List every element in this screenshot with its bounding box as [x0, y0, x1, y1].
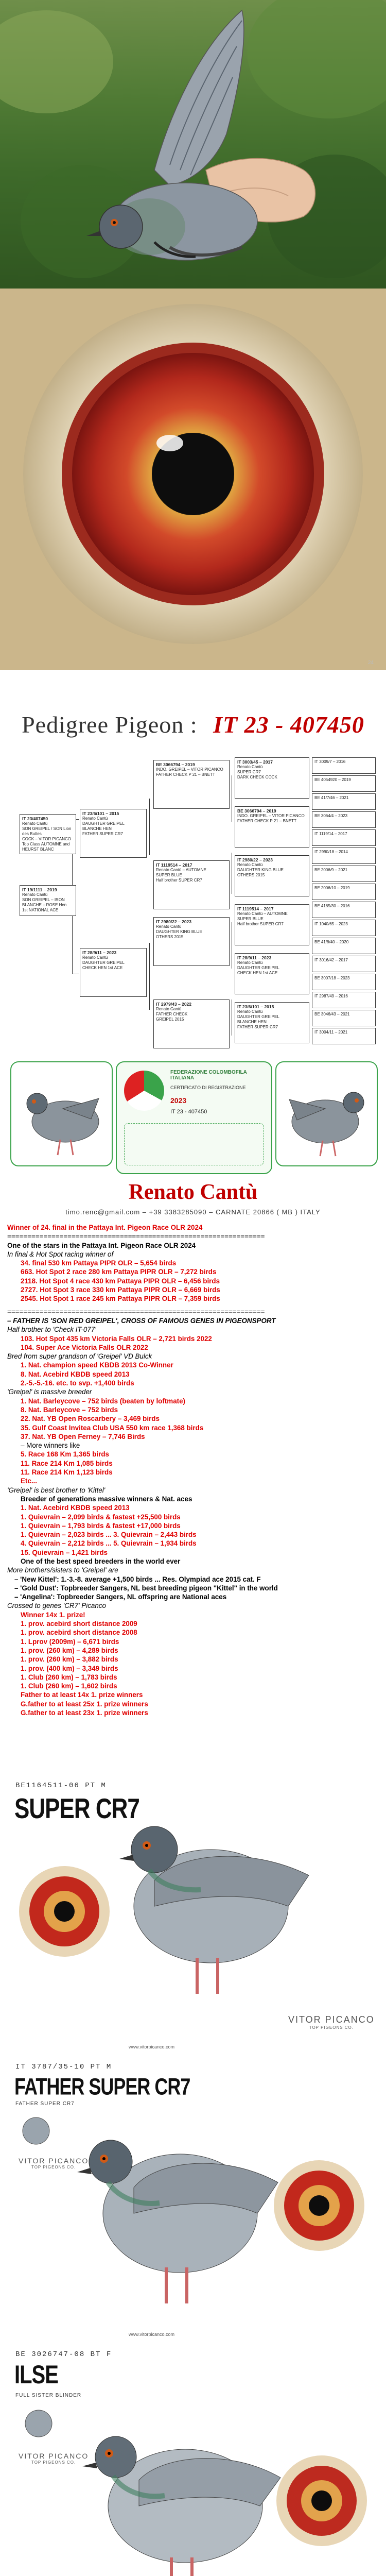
pedigree-box-body: Renato Cantù DAUGHTER GREIPEL BLANCHE HEN FATHER SUPER CR7	[237, 1009, 279, 1029]
result-line: 1. Quievrain – 2,023 birds ... 3. Quievrain – 2,443 birds	[21, 1531, 197, 1539]
federation-logo	[124, 1071, 164, 1111]
eye-illustration	[0, 289, 386, 670]
more-results	[7, 1450, 379, 1485]
bird-name: SUPER CR7	[14, 1793, 139, 1825]
ring-number: BE1164511-06 PT M	[15, 1782, 107, 1790]
more-brothers-line: More brothers/sisters to 'Greipel' are	[7, 1566, 118, 1574]
pedigree-box-head: BE 3066794 – 2019	[156, 762, 195, 767]
pedigree-ancestor-box: BE 41/7/46 – 2021	[312, 793, 376, 810]
breeder-results	[7, 1503, 379, 1557]
pedigree-ancestor-box: BE 3007/18 – 2023	[312, 974, 376, 990]
pedigree-ancestor-box: IT 2990/18 – 2014	[312, 848, 376, 864]
pedigree-box-ggs5	[235, 953, 309, 994]
pedigree-ancestor-box: IT 2987/49 – 2016	[312, 992, 376, 1008]
pedigree-box-body: Renato Cantù – AUTOMNE SUPER BLUE Half brother SUPER CR7	[156, 868, 206, 883]
pedigree-box-ggs4	[235, 904, 309, 945]
pedigree-title-separator: :	[190, 711, 198, 738]
result-line: 1. prov. acebird short distance 2009	[21, 1620, 137, 1628]
brand-logo	[19, 2157, 89, 2170]
pedigree-box-body: INDO. GREIPEL – VITOR PICANCO FATHER CHECK P 21 – BNETT	[156, 767, 223, 777]
pedigree-box-head: IT 1119514 – 2017	[156, 862, 192, 868]
result-line: 22. Nat. YB Open Roscarbery – 3,469 birds	[21, 1415, 160, 1423]
pedigree-box-ace	[20, 885, 76, 916]
federation-cert: CERTIFICATO DI REGISTRAZIONE	[170, 1085, 246, 1090]
pedigree-box-ggs2	[235, 806, 309, 848]
brand-sub: TOP PIGEONS CO.	[309, 2025, 354, 2030]
pedigree-ancestor-box: BE 4054920 – 2019	[312, 775, 376, 792]
result-line: 103. Hot Spot 435 km Victoria Falls OLR – 2,721 birds 2022	[21, 1334, 212, 1343]
pedigree-box-ggs3	[235, 855, 309, 896]
pedigree-ancestor-box: BE 3064/4 – 2023	[312, 811, 376, 828]
half-brother-line: Half brother to 'Check IT-077'	[7, 1326, 96, 1334]
pedigree-box-head: IT 19/1111 – 2019	[22, 887, 57, 892]
panel-ilse	[0, 2346, 386, 2576]
gfather1-line: G.father to at least 25x 1. prize winners	[21, 1700, 148, 1708]
result-line: 1. Club (260 km) – 1,783 birds	[21, 1673, 117, 1681]
gold-dust-line: – 'Gold Dust': Topbreeder Sangers, NL best breeding pigeon "Kittel" in the world	[14, 1584, 278, 1592]
father-line: – FATHER IS 'SON RED GREIPEL', CROSS OF FAMOUS GENES IN PIGEONSPORT	[7, 1316, 276, 1325]
pedigree-chart	[0, 670, 386, 1221]
final-hotspot-line: In final & Hot Spot racing winner of	[7, 1250, 114, 1258]
result-line: 104. Super Ace Victoria Falls OLR 2022	[21, 1343, 148, 1351]
bred-from-line: Bred from super grandson of 'Greipel' VD Bulck	[7, 1352, 152, 1361]
federation-ring: IT 23 - 407450	[170, 1109, 207, 1115]
pedigree-ancestor-box: BE 3046/43 – 2021	[312, 1010, 376, 1026]
pigeon-icon	[276, 1062, 377, 1165]
pedigree-box-head: IT 3003/45 – 2017	[237, 759, 273, 765]
pedigree-box-body: Renato Cantù DAUGHTER GREIPEL CHECK HEN 1st ACE	[82, 955, 125, 970]
result-line: 2545. Hot Spot 1 race 245 km Pattaya PIPR OLR – 7,359 birds	[21, 1295, 220, 1303]
federation-certificate	[116, 1061, 272, 1174]
result-line: 1. Lprov (2009m) – 6,671 birds	[21, 1637, 119, 1646]
greipel-results	[7, 1397, 379, 1441]
pedigree-ancestor-box: IT 3004/11 – 2021	[312, 1028, 376, 1044]
angelina-line: – 'Angelina': Topbreeder Sangers, NL offspring are National aces	[14, 1593, 227, 1601]
result-line: 2.-5.-5.-16. etc. to svp. +1,400 birds	[21, 1379, 134, 1387]
new-kittel-line: – 'New Kittel': 1.-3.-8. average +1,500 birds ... Res. Olympiad ace 2015 cat. F	[14, 1575, 261, 1583]
bird-name: FATHER SUPER CR7	[14, 2073, 190, 2100]
result-line: 1. prov. acebird short distance 2008	[21, 1629, 137, 1637]
pedigree-box-body: INDO. GREIPEL – VITOR PICANCO FATHER CHECK P 21 – BNETT	[237, 814, 305, 823]
pedigree-box-main	[20, 814, 76, 854]
pedigree-box-head: IT 2980/22 – 2023	[237, 857, 273, 862]
brand-name: VITOR PICANCO	[288, 2014, 375, 2025]
federation-year: 2023	[170, 1096, 187, 1105]
result-line: 11. Race 214 Km 1,123 birds	[21, 1468, 113, 1477]
owner-contact: timo.renc@gmail.com – +39 3383285090 – CARNATE 20866 ( MB ) ITALY	[65, 1208, 321, 1216]
winner-line: Winner of 24. final in the Pattaya Int. Pigeon Race OLR 2024	[7, 1224, 203, 1231]
panel-father-super-cr7	[0, 2059, 386, 2346]
pedigree-box-body: Renato Cantù DAUGHTER KING BLUE OTHERS 2015	[156, 924, 202, 939]
result-line: 1. Nat. Acebird KBDB speed 2013	[21, 1504, 130, 1512]
pedigree-ancestor-box: BE 41/8/40 – 2020	[312, 938, 376, 954]
pedigree-box-head: IT 2980/22 – 2023	[156, 919, 192, 924]
pedigree-ancestor-box: BE 2006/10 – 2019	[312, 884, 376, 900]
bird-subtitle: FULL SISTER BLINDER	[15, 2393, 82, 2398]
bird-name: ILSE	[14, 2361, 58, 2389]
pedigree-box-body: Renato Cantù SON GREIPEL / SON Lion des Buttes COCK – VITOR PICANCO Top Class AUTOMNE and HEURST BLANC	[22, 821, 72, 852]
result-line: 1. Nat. champion speed KBDB 2013 Co-Winner	[21, 1361, 173, 1369]
pedigree-box-body: Renato Cantù DAUGHTER KING BLUE OTHERS 2015	[237, 862, 284, 877]
result-line: 37. Nat. YB Open Ferney – 7,746 Birds	[21, 1432, 145, 1440]
pedigree-ancestor-box: IT 1040/65 – 2023	[312, 920, 376, 936]
result-line: 5. Race 168 Km 1,365 birds	[21, 1450, 109, 1459]
bird-card-left	[10, 1061, 113, 1166]
result-line: 1. Nat. Barleycove – 752 birds (beaten by loftmate)	[21, 1397, 186, 1405]
pedigree-ring: IT 23 - 407450	[213, 711, 364, 738]
pedigree-box-head: IT 28/9/11 – 2023	[237, 955, 272, 960]
result-line: 34. final 530 km Pattaya PIPR OLR – 5,654 birds	[21, 1259, 177, 1267]
pedigree-ancestor-box: IT 1119/14 – 2017	[312, 829, 376, 846]
pedigree-box-body: Renato Cantù DAUGHTER GREIPEL CHECK HEN 1st ACE	[237, 960, 279, 975]
pedigree-box-head: IT 23/6/101 – 2015	[237, 1004, 274, 1009]
pedigree-box-ggs1	[235, 757, 309, 799]
divider: ================================================================	[7, 1232, 265, 1241]
result-line: Etc...	[21, 1477, 37, 1485]
pedigree-box-dam	[80, 948, 147, 997]
brand-name: VITOR PICANCO	[19, 2452, 89, 2460]
result-line: 4. Quievrain – 2,212 birds ... 5. Quievrain – 1,934 birds	[21, 1539, 197, 1548]
pedigree-box-body: Renato Cantù FATHER CHECK GREIPEL 2015	[156, 1007, 188, 1022]
federation-name: FEDERAZIONE COLOMBOFILA ITALIANA	[170, 1070, 247, 1081]
pedigree-box-head: IT 23/407450	[22, 816, 48, 821]
cr7-results	[7, 1619, 379, 1690]
result-line: 1. Club (260 km) – 1,602 birds	[21, 1682, 117, 1690]
pedigree-ancestor-box: IT 3016/42 – 2017	[312, 956, 376, 972]
father14-line: Father to at least 14x 1. prize winners	[21, 1691, 143, 1699]
pedigree-box-head: IT 28/9/11 – 2023	[82, 950, 117, 955]
pedigree-box-body: Renato Cantù DAUGHTER GREIPEL BLANCHE HEN FATHER SUPER CR7	[82, 816, 125, 836]
brand-url: www.vitorpicanco.com	[129, 2332, 175, 2337]
half-brother-results	[7, 1334, 379, 1352]
pedigree-box-gs2	[153, 860, 230, 909]
pigeon-in-hand-illustration	[0, 0, 386, 289]
divider: ================================================================	[7, 1308, 265, 1316]
result-line: 1. Quievrain – 1,793 birds & fastest +17,000 birds	[21, 1521, 181, 1530]
one-best-line: One of the best speed breeders in the world ever	[21, 1557, 181, 1565]
brand-sub: TOP PIGEONS CO.	[31, 2460, 76, 2465]
father-super-cr7-illustration	[0, 2059, 386, 2346]
pedigree-box-body: Renato Cantù SUPER CR7 DARK CHECK COCK	[237, 765, 277, 779]
pigeon-icon	[11, 1062, 112, 1165]
result-line: 35. Gulf Coast Invitea Club USA 550 km race 1,368 birds	[21, 1423, 204, 1432]
star-line: One of the stars in the Pattaya Int. Pigeon Race OLR 2024	[7, 1241, 196, 1249]
pedigree-box-head: IT 1119514 – 2017	[237, 906, 274, 911]
brand-logo	[19, 2452, 89, 2465]
bird-card-right	[275, 1061, 378, 1166]
pedigree-box-ggs6	[235, 1002, 309, 1043]
pedigree-ancestor-box: IT 3009/7 – 2016	[312, 757, 376, 774]
brand-url: www.vitorpicanco.com	[129, 2044, 175, 2049]
result-line: 8. Nat. Barleycove – 752 birds	[21, 1405, 118, 1414]
pedigree-box-body: Renato Cantù SON GREIPEL – IRON BLANCHE – ROSE Hen 1st NATIONAL ACE	[22, 892, 67, 912]
best-brother-line: 'Greipel' is best brother to 'Kittel'	[7, 1486, 106, 1494]
pedigree-ancestor-box: BE 2006/9 – 2021	[312, 866, 376, 882]
winner14-line: Winner 14x 1. prize!	[21, 1611, 85, 1619]
result-line: 1. prov. (400 km) – 3,349 birds	[21, 1664, 118, 1672]
brand-logo	[288, 2014, 375, 2030]
eye-closeup	[0, 289, 386, 670]
hero-photo	[0, 0, 386, 289]
pedigree-box-body: Renato Cantù – AUTOMNE SUPER BLUE Half brother SUPER CR7	[237, 911, 288, 926]
pedigree-ancestor-box: BE 4185/30 – 2016	[312, 902, 376, 918]
pedigree-box-gs3	[153, 917, 230, 966]
pedigree-title-text: Pedigree Pigeon	[22, 711, 184, 738]
owner-name: Renato Cantù	[128, 1180, 258, 1204]
bred-results	[7, 1361, 379, 1387]
breeder-of-line: Breeder of generations massive winners & Nat. aces	[21, 1495, 192, 1503]
brand-sub: TOP PIGEONS CO.	[31, 2165, 76, 2170]
pedigree-box-head: IT 23/6/101 – 2015	[82, 811, 119, 816]
result-line: 1. prov. (260 km) – 4,289 birds	[21, 1646, 118, 1654]
pedigree-box-head: BE 3066794 – 2019	[237, 808, 276, 814]
result-line: 2118. Hot Spot 4 race 430 km Pattaya PIPR OLR – 6,456 birds	[21, 1277, 220, 1285]
greipel-massive-line: 'Greipel' is massive breeder	[7, 1388, 92, 1396]
crossed-line: Crossed to genes 'CR7' Picanco	[7, 1602, 106, 1610]
bird-subtitle: FATHER SUPER CR7	[15, 2101, 75, 2107]
results-list	[7, 1259, 379, 1303]
pedigree-box-head: IT 2979/43 – 2022	[156, 1002, 192, 1007]
panel-super-cr7	[0, 1772, 386, 2059]
gfather2-line: G.father to at least 23x 1. prize winners	[21, 1709, 148, 1717]
result-line: 1. Quievrain – 2,099 birds & fastest +25,500 birds	[21, 1513, 181, 1521]
page-number: 24	[367, 660, 374, 666]
result-line: 1. prov. (260 km) – 3,882 birds	[21, 1655, 118, 1664]
pedigree-box-sire	[80, 809, 147, 858]
results-text	[0, 1222, 386, 1772]
brand-name: VITOR PICANCO	[19, 2157, 89, 2165]
ring-number: IT 3787/35-10 PT M	[15, 2063, 112, 2071]
pedigree-box-gs1	[153, 760, 230, 809]
result-line: 11. Race 214 Km 1,085 birds	[21, 1459, 113, 1467]
more-winners-line: – More winners like	[21, 1442, 80, 1450]
result-line: 2727. Hot Spot 3 race 330 km Pattaya PIPR OLR – 6,669 birds	[21, 1286, 220, 1294]
pedigree-title	[0, 711, 386, 738]
pedigree-box-gs4	[153, 999, 230, 1048]
ring-number: BE 3026747-08 BT F	[15, 2350, 112, 2359]
result-line: 663. Hot Spot 2 race 280 km Pattaya PIPR OLR – 7,272 birds	[21, 1268, 217, 1276]
result-line: 8. Nat. Acebird KBDB speed 2013	[21, 1370, 130, 1378]
result-line: 15. Quievrain – 1,421 birds	[21, 1548, 108, 1556]
